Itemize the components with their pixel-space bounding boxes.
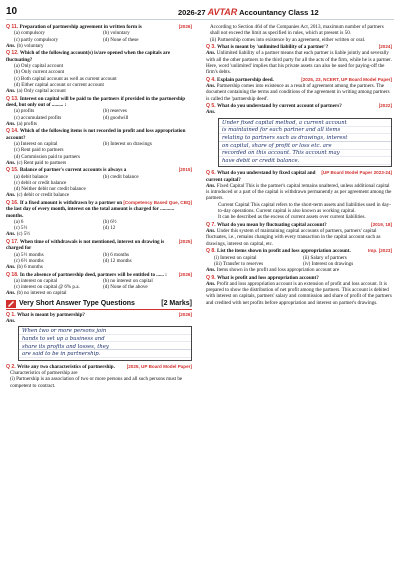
mcq-question	[6, 167, 192, 198]
handwritten-line: is maintained for each partner and all items	[222, 127, 341, 134]
answer-prefix: Ans.	[206, 182, 217, 189]
option: (b) 6 months	[103, 251, 130, 258]
book-subject: Accountancy Class 12	[239, 8, 319, 17]
question-tag: [2022]	[378, 103, 392, 109]
answer	[206, 50, 392, 75]
answer	[6, 88, 192, 94]
option: (a) profits	[14, 108, 35, 115]
answer-prefix: Ans.	[6, 231, 17, 238]
question-tag: Imp. [2023]	[368, 248, 392, 254]
book-title	[178, 7, 319, 17]
answer-text: Under this system of maintaining capital accounts of partners, partners' capital fluctuates, i.e., remains changing with every transaction in the capital account such as drawings, interest on capital, etc.	[206, 228, 381, 247]
option: (d) None of these	[103, 36, 139, 43]
question-text: What is meant by partnership?	[17, 311, 85, 318]
option: (c) 6½ months	[14, 257, 44, 264]
option: (c) Both capital account as well as current account	[14, 75, 117, 82]
options-grid	[6, 252, 192, 265]
answer-text: (b) 6 months	[16, 264, 43, 271]
option: (d) Neither debit nor credit balance	[14, 186, 86, 193]
short-question	[6, 312, 192, 361]
question-number: Q 17.	[6, 238, 20, 245]
answer-text: (b) voluntary	[16, 42, 44, 49]
mcq-question	[6, 96, 192, 127]
question-text: Which of the following account(s) is/are opened when the capitals are fluctuating?	[6, 50, 170, 63]
handwritten-answer	[218, 118, 392, 168]
question-number: Q 14.	[6, 128, 20, 135]
options-list	[6, 63, 192, 88]
question-tag: [2025, UP Board Model Paper]	[126, 363, 192, 369]
option: (a) 5½ months	[14, 251, 44, 258]
option: (a) interest on capital	[14, 277, 58, 284]
options-grid	[6, 30, 192, 43]
question-tag: [2025]	[178, 238, 192, 244]
mcq-question	[6, 239, 192, 270]
handwritten-line: relating to partners such as drawings, interest	[222, 134, 348, 141]
options-grid	[6, 108, 192, 121]
question-number: Q 18.	[6, 271, 20, 278]
answer-paragraph: Current Capital This capital refers to the short-term assets and liabilities used in day-to-day operations. Current capital is also known as working capital.	[218, 201, 391, 215]
question-text: Write any two characteristics of partnership.	[17, 363, 115, 370]
option: (i) Interest on capital	[214, 254, 257, 261]
question-number: Q 3.	[206, 44, 218, 51]
question-number: Q 15.	[6, 167, 20, 174]
option: (c) accumulated profits	[14, 114, 62, 121]
option: (b) voluntary	[103, 30, 130, 37]
short-question	[206, 275, 392, 306]
handwritten-line: are said to be in partnership.	[22, 351, 101, 358]
answer-prefix: Ans.	[6, 88, 17, 95]
book-year: 2026-27	[178, 8, 206, 17]
question-number: Q 12.	[6, 50, 20, 57]
answer-text: Fixed Capital This is the partner's capital remains unaltered, unless additional capital is introduced or a part of the capital is withdrawn permanently as per agreement among the partners.	[206, 182, 392, 202]
question-line	[6, 128, 192, 141]
option: (ii) Salary of partners	[303, 254, 347, 261]
option: (c) partly compulsory	[14, 36, 59, 43]
answer-prefix: Ans.	[6, 264, 17, 271]
option: (iv) Interest on drawings	[303, 260, 354, 267]
option: (c) debit or credit balance	[14, 179, 67, 186]
text-line: (i) Partnership is an association of two or more persons and all such persons must be competent to contract.	[10, 376, 183, 389]
answer-prefix: Ans.	[6, 318, 16, 325]
section-marks: [2 Marks]	[161, 300, 192, 308]
answer-text: (c) debit or credit balance	[16, 192, 70, 199]
option: (b) credit balance	[103, 173, 139, 180]
handwritten-line: hands to set up a business and	[22, 335, 105, 342]
answer	[206, 83, 392, 102]
answer-prefix: Ans.	[6, 120, 17, 127]
question-text: List the items shown in profit and loss appropriation account.	[217, 248, 351, 255]
question-number: Q 4.	[206, 76, 218, 83]
short-question	[206, 77, 392, 102]
answer	[206, 267, 392, 273]
option: (a) Only capital account	[14, 62, 64, 69]
option: (c) interest on capital @ 6% p.a.	[14, 284, 80, 291]
pen-icon	[6, 300, 16, 308]
answer-text: Partnership comes into existence as a result of agreement among the partners. The document containing the terms and conditions of the agreement in writing among partners is called the 'partnership deed'.	[206, 83, 390, 102]
answer	[6, 290, 192, 296]
question-tag: [2015]	[178, 167, 192, 173]
question-text: Explain partnership deed.	[217, 76, 274, 83]
option: (b) Interest on drawings	[103, 140, 152, 147]
section-title: Very Short Answer Type Questions	[19, 300, 135, 308]
answer	[6, 43, 192, 49]
question-number: Q 13.	[6, 95, 20, 102]
answer-prefix: Ans.	[206, 267, 217, 274]
answer	[6, 192, 192, 198]
answer-text: Profit and loss appropriation account is an extension of profit and loss account. It is prepared to show the distribution of net profit among the partners. This account is debited with interest on capitals, partners' salary and commission and share of profit of the partners and credited with net profits before appropriation and interest on partner's drawings.	[206, 280, 392, 306]
page-header	[0, 0, 400, 22]
mcq-question	[6, 50, 192, 94]
page-number: 10	[6, 6, 18, 17]
answer-prefix: Ans.	[206, 83, 217, 90]
short-question	[206, 44, 392, 75]
text-line: According to Section 464 of the Companies Act, 2013, maximum number of partners shall not exceed the limit as specified in rules, which at present is 50.	[210, 24, 384, 37]
answer-paragraph: It can be described as the excess of current assets over current liabilities.	[218, 214, 366, 221]
option: (iii) Transfer to reserves	[214, 260, 264, 267]
option: (d) 12 months	[103, 257, 132, 264]
options-list	[6, 147, 192, 160]
handwritten-line: have debit or credit balance.	[222, 157, 300, 164]
option: (a) Interest on capital	[14, 140, 58, 147]
answer-prefix: Ans.	[6, 290, 17, 297]
options-list	[6, 180, 192, 193]
answer	[6, 121, 192, 127]
option: (b) 6½	[103, 218, 117, 225]
question-number: Q 6.	[206, 170, 218, 177]
mcq-question	[6, 128, 192, 166]
question-number: Q 8.	[206, 248, 218, 255]
question-text: What do you understand by fixed capital and current capital?	[206, 170, 316, 183]
short-question	[6, 364, 192, 389]
answer-text: (a) Only capital account	[16, 88, 66, 95]
short-question	[206, 170, 392, 220]
mcq-question	[6, 200, 192, 238]
question-number: Q 16.	[6, 199, 20, 206]
question-text: What is meant by 'unlimited liability of a partner'?	[217, 44, 329, 51]
answer	[206, 228, 392, 247]
question-text: Interest on capital will be paid to the partners if provided in the partnership deed, but only out of ......... :	[6, 95, 186, 108]
handwritten-line: When two or more persons join	[22, 328, 107, 335]
option: (a) compulsory	[14, 30, 45, 37]
short-question	[206, 24, 392, 43]
short-question	[206, 103, 392, 167]
question-number: Q 7.	[206, 221, 218, 228]
question-line	[6, 200, 192, 219]
answer-text: Unlimited liability of a partner means that each partner is liable jointly and severally with all the other partners to the third party for all the acts of the firm, while he is a partner. Here, word 'unlimited' implies that his private assets can also be used for paying-off the firm's debts.	[206, 50, 392, 76]
question-text: Which of the following items is not recorded in profit and loss appropriation account?	[6, 128, 186, 141]
option: (d) 12	[103, 225, 116, 232]
question-text: Balance of partner's current accounts is always a	[19, 167, 127, 174]
answer-text: (b) no interest on capital	[16, 290, 67, 297]
question-tag: [2026]	[178, 311, 192, 317]
question-tag: [2024]	[378, 44, 392, 50]
handwritten-answer	[18, 326, 192, 360]
answer-prefix: Ans.	[206, 50, 217, 57]
question-line	[6, 50, 192, 63]
question-tag: [2026]	[178, 271, 192, 277]
answer	[206, 183, 392, 202]
options-grid	[6, 278, 192, 291]
answer-text: Items shown in the profit and loss appropriation account are	[216, 267, 340, 274]
option: (c) Rent paid to partners	[14, 147, 64, 154]
option: (b) reserves	[103, 108, 127, 115]
right-column	[206, 24, 392, 307]
handwritten-line: Under fixed capital method, a current account	[222, 119, 347, 126]
option: (b) Only current account	[14, 69, 65, 76]
header-rule	[6, 19, 394, 20]
short-question	[206, 248, 392, 273]
handwritten-line: on capital, share of profit or loss etc. are	[222, 142, 332, 149]
question-text: When time of withdrawals is not mentioned, interest on drawing is charged for	[6, 238, 165, 252]
answer	[6, 231, 192, 237]
question-tag: [2026]	[178, 24, 192, 29]
handwritten-line: recorded on this account. This account may	[222, 150, 340, 157]
question-number: Q 1.	[6, 311, 18, 318]
question-text: Preparation of partnership agreement in written form is	[19, 24, 142, 30]
left-column	[6, 24, 192, 390]
answer	[6, 264, 192, 270]
question-number: Q 5.	[206, 103, 218, 110]
question-text: What is profit and loss appropriation account?	[217, 274, 319, 281]
answer-text: (c) Rent paid to partners	[16, 159, 67, 166]
question-line	[206, 170, 392, 183]
question-text: In the absence of partnership deed, partners will be entitled to ...... :	[19, 271, 167, 278]
option: (c) 5½	[14, 225, 28, 232]
mcq-question	[6, 24, 192, 49]
section-heading	[6, 300, 192, 310]
answer-text: (a) profits	[16, 120, 37, 127]
text-line: Characteristics of partnership are	[10, 370, 78, 377]
answer-label	[6, 318, 192, 324]
question-tag: [2025, 23, NCERT, UP Board Model Paper]	[301, 76, 392, 82]
option: (d) goodwill	[103, 114, 129, 121]
question-text: What do you understand by current account of partners?	[217, 103, 342, 110]
question-text: What do you mean by fluctuating capital account?	[217, 221, 327, 228]
answer-prefix: Ans.	[6, 42, 17, 49]
option: (d) Either capital account or current account	[14, 81, 104, 88]
brand-logo: AVTAR	[207, 7, 238, 17]
answer-text: (c) 5½	[16, 231, 31, 238]
option: (b) no interest on capital	[103, 277, 153, 284]
question-number: Q 9.	[206, 274, 218, 281]
question-line	[6, 96, 192, 109]
option: (a) debit balance	[14, 173, 48, 180]
text-line: (ii) Partnership comes into existence by an agreement, either written or oral.	[210, 36, 366, 43]
question-tag: [UP Board Model Paper 2023-24]	[321, 170, 392, 176]
question-text: If a fixed amount is withdrawn by a partner on the last day of every month, interest on the total amount is charged for ........... months.	[6, 199, 175, 219]
answer-prefix: Ans.	[6, 192, 17, 199]
question-number: Q 2.	[6, 363, 18, 370]
question-number: Q 11.	[6, 24, 20, 30]
options-grid	[206, 255, 392, 268]
answer-prefix: Ans.	[6, 159, 17, 166]
answer-label	[206, 109, 392, 115]
answer	[6, 160, 192, 166]
options-grid	[6, 219, 192, 232]
mcq-question	[6, 272, 192, 297]
question-tag: [Competency Based Que, CBQ]	[123, 199, 192, 205]
short-question	[206, 222, 392, 247]
answer-prefix: Ans.	[206, 109, 216, 116]
handwritten-line: share its profits and losses, they	[22, 343, 109, 350]
question-line	[6, 239, 192, 252]
question-tag: [2019, 18]	[371, 221, 392, 227]
option: (a) 6	[14, 218, 24, 225]
answer-prefix: Ans.	[206, 228, 217, 235]
option: (d) Commission paid to partners	[14, 153, 80, 160]
answer-prefix: Ans.	[206, 280, 217, 287]
option: (d) None of the above	[103, 284, 148, 291]
answer	[206, 281, 392, 306]
